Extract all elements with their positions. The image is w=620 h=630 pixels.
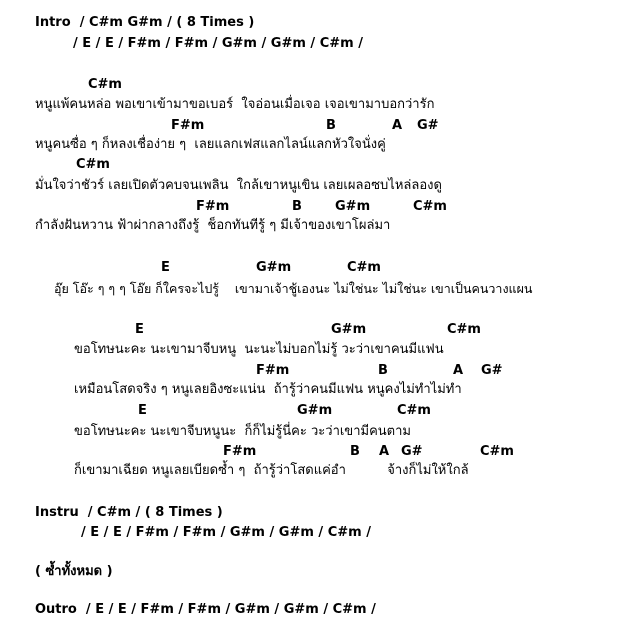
chord: G# [401, 444, 423, 459]
chord: C#m [347, 260, 381, 275]
chord: E [161, 260, 170, 275]
chord: E [138, 403, 147, 418]
chord: G# [417, 118, 439, 133]
chord: F#m [223, 444, 257, 459]
chord: B [350, 444, 360, 459]
intro-progression: / E / E / F#m / F#m / G#m / G#m / C#m / [73, 36, 363, 51]
instru-label: Instru / C#m / ( 8 Times ) [35, 505, 223, 520]
chord: C#m [88, 77, 122, 92]
lyric-line: ขอโทษนะคะ นะเขามาจีบหนู นะนะไม่บอกไม่รู้ วะว่าเขาคนมีแฟน [74, 342, 444, 357]
lyric-line: มั่นใจว่าชัวร์ เลยเปิดตัวคบจนเพลิน ใกล้เขาหนูเขิน เลยเผลอซบไหล่ลองดู [35, 178, 442, 193]
chord: C#m [397, 403, 431, 418]
chord: A [453, 363, 464, 378]
chord: C#m [480, 444, 514, 459]
chord: C#m [76, 157, 110, 172]
lyric-line: ขอโทษนะคะ นะเขาจีบหนูนะ ก็ก็ไม่รู้นี่คะ วะว่าเขามีคนตาม [74, 424, 411, 439]
intro-label: Intro / C#m G#m / ( 8 Times ) [35, 15, 255, 30]
outro-progression: Outro / E / E / F#m / F#m / G#m / G#m / C#m / [35, 602, 376, 617]
chord: C#m [413, 199, 447, 214]
chord: G# [481, 363, 503, 378]
chord: B [292, 199, 302, 214]
chord: A [379, 444, 390, 459]
lyric-line: กำลังฝันหวาน ฟ้าผ่ากลางถึงรู้ ช็อกทันทีรู้ ๆ มีเจ้าของเขาโผล่มา [35, 218, 391, 233]
chord: G#m [331, 322, 367, 337]
chord: F#m [196, 199, 230, 214]
chord: B [378, 363, 388, 378]
chord: F#m [171, 118, 205, 133]
chord: F#m [256, 363, 290, 378]
chord: G#m [297, 403, 333, 418]
lyric-line: เหมือนโสดจริง ๆ หนูเลยอิงซะแน่น ถ้ารู้ว่าคนมีแฟน หนูคงไม่ทำไม่ทำ [74, 382, 462, 397]
lyric-line: อุ๊ย โอ๊ะ ๆ ๆ ๆ โอ๊ย ก็ใครจะไปรู้ เขามาเจ้าชู้เองนะ ไม่ใช่นะ ไม่ใช่นะ เขาเป็นคนวางแผน [54, 281, 533, 296]
lyric-line: หนูคนซื่อ ๆ ก็หลงเชื่อง่าย ๆ เลยแลกเฟสแลกไลน์แลกหัวใจนั่งคู่ [35, 137, 386, 152]
lyric-line: หนูแพ้คนหล่อ พอเขาเข้ามาขอเบอร์ ใจอ่อนเมื่อเจอ เจอเขามาบอกว่ารัก [35, 97, 435, 112]
chord: G#m [256, 260, 292, 275]
chord: G#m [335, 199, 371, 214]
chord: A [392, 118, 403, 133]
lyric-line: ก็เขามาเฉียด หนูเลยเบียดซ้ำ ๆ ถ้ารู้ว่าโสดแค่อำ จ้างก็ไม่ให้ใกล้ [74, 463, 469, 478]
chord: E [135, 322, 144, 337]
chord: B [326, 118, 336, 133]
repeat-note: ( ซ้ำทั้งหมด ) [35, 564, 113, 579]
chord: C#m [447, 322, 481, 337]
instru-progression: / E / E / F#m / F#m / G#m / G#m / C#m / [81, 525, 371, 540]
